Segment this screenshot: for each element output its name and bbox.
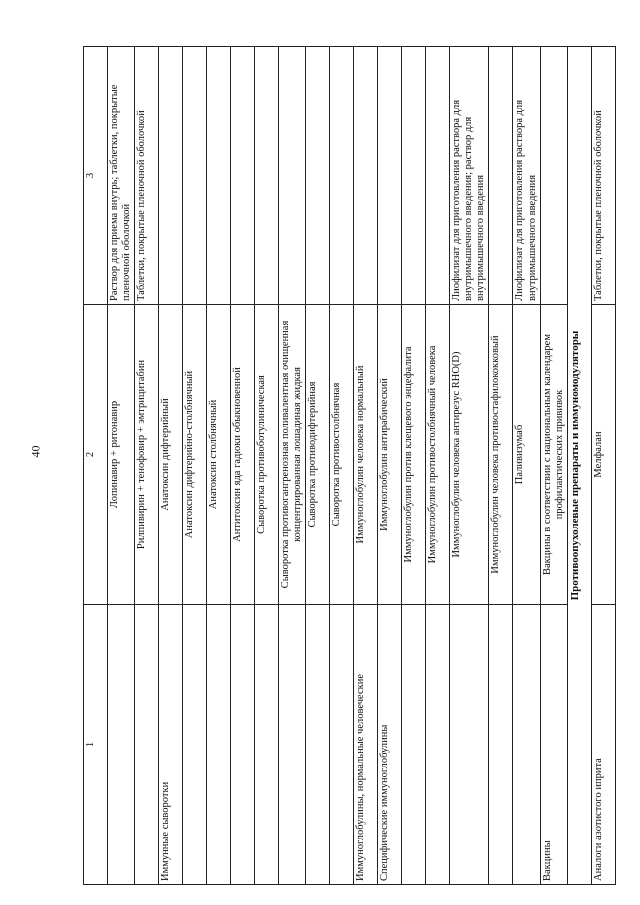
form-cell	[231, 47, 255, 305]
form-cell	[306, 47, 330, 305]
drug-cell: Сыворотка противостолбнячная	[330, 305, 354, 605]
group-cell	[183, 605, 207, 885]
drug-cell: Анатоксин дифтерийно-столбнячный	[183, 305, 207, 605]
table-row	[450, 47, 489, 885]
form-cell	[354, 47, 378, 305]
table-row	[183, 47, 207, 885]
group-cell: Иммуноглобулины, нормальные человеческие	[354, 605, 378, 885]
drug-cell: Сыворотка противодифтерийная	[306, 305, 330, 605]
form-cell: Таблетки, покрытые пленочной оболочкой	[135, 47, 159, 305]
form-cell	[207, 47, 231, 305]
form-cell	[279, 47, 306, 305]
drug-cell: Иммуноглобулин антирабический	[378, 305, 402, 605]
drug-cell: Лопинавир + ритонавир	[108, 305, 135, 605]
table-row	[255, 47, 279, 885]
table-row	[108, 47, 135, 885]
group-cell	[135, 605, 159, 885]
form-cell	[540, 47, 567, 305]
drug-cell: Сыворотка противогангренозная поливалентная очищенная концентрированная лошадиная жидкая	[279, 305, 306, 605]
form-cell	[183, 47, 207, 305]
group-cell	[108, 605, 135, 885]
table-row	[159, 47, 183, 885]
table-row	[231, 47, 255, 885]
form-cell: Лиофилизат для приготовления раствора для внутримышечного введения	[513, 47, 540, 305]
form-cell	[402, 47, 426, 305]
table-row	[540, 47, 567, 885]
table-row	[330, 47, 354, 885]
form-cell: Лиофилизат для приготовления раствора для внутримышечного введения; раствор для внутримышечного введения	[450, 47, 489, 305]
table-row	[135, 47, 159, 885]
section-heading-row	[567, 47, 591, 885]
group-cell	[207, 605, 231, 885]
group-cell	[279, 605, 306, 885]
form-cell	[378, 47, 402, 305]
table-header-row	[84, 47, 108, 885]
group-cell	[330, 605, 354, 885]
section-heading: Противоопухолевые препараты и иммуномодуляторы	[567, 47, 591, 885]
table-row	[591, 47, 615, 885]
table-row	[402, 47, 426, 885]
drug-cell: Рилпивирин + тенофовир + эмтрицитабин	[135, 305, 159, 605]
table-row	[489, 47, 513, 885]
table-row	[354, 47, 378, 885]
form-cell	[159, 47, 183, 305]
group-cell	[513, 605, 540, 885]
drug-cell: Вакцины в соответствии с национальным календарем профилактических прививок	[540, 305, 567, 605]
table-row	[207, 47, 231, 885]
group-cell: Иммунные сыворотки	[159, 605, 183, 885]
drug-cell: Иммуноглобулин противостолбнячный человека	[426, 305, 450, 605]
table-row	[378, 47, 402, 885]
table-row	[513, 47, 540, 885]
form-cell: Раствор для приема внутрь; таблетки, покрытые пленочной оболочкой	[108, 47, 135, 305]
drug-cell: Паливизумаб	[513, 305, 540, 605]
group-cell: Аналоги азотистого иприта	[591, 605, 615, 885]
group-cell	[306, 605, 330, 885]
group-cell: Специфические иммуноглобулины	[378, 605, 402, 885]
rotated-table-container	[83, 47, 604, 885]
form-cell	[330, 47, 354, 305]
table-row	[306, 47, 330, 885]
form-cell: Таблетки, покрытые пленочной оболочкой	[591, 47, 615, 305]
drug-cell: Антитоксин яда гадюки обыкновенной	[231, 305, 255, 605]
group-cell	[402, 605, 426, 885]
group-cell	[426, 605, 450, 885]
table-row	[426, 47, 450, 885]
drug-cell: Анатоксин дифтерийный	[159, 305, 183, 605]
column-header: 3	[84, 47, 108, 305]
drug-cell: Иммуноглобулин человека антирезус RHO(D)	[450, 305, 489, 605]
group-cell	[450, 605, 489, 885]
drug-table	[83, 46, 616, 885]
drug-cell: Иммуноглобулин человека противостафилококковый	[489, 305, 513, 605]
group-cell	[255, 605, 279, 885]
column-header: 2	[84, 305, 108, 605]
drug-cell: Иммуноглобулин человека нормальный	[354, 305, 378, 605]
drug-cell: Анатоксин столбнячный	[207, 305, 231, 605]
drug-cell: Мелфалан	[591, 305, 615, 605]
drug-cell: Иммуноглобулин против клещевого энцефалита	[402, 305, 426, 605]
group-cell	[231, 605, 255, 885]
form-cell	[426, 47, 450, 305]
form-cell	[489, 47, 513, 305]
table-row	[279, 47, 306, 885]
page-number: 40	[28, 445, 43, 458]
column-header: 1	[84, 605, 108, 885]
group-cell: Вакцины	[540, 605, 567, 885]
form-cell	[255, 47, 279, 305]
group-cell	[489, 605, 513, 885]
drug-cell: Сыворотка противоботулиническая	[255, 305, 279, 605]
